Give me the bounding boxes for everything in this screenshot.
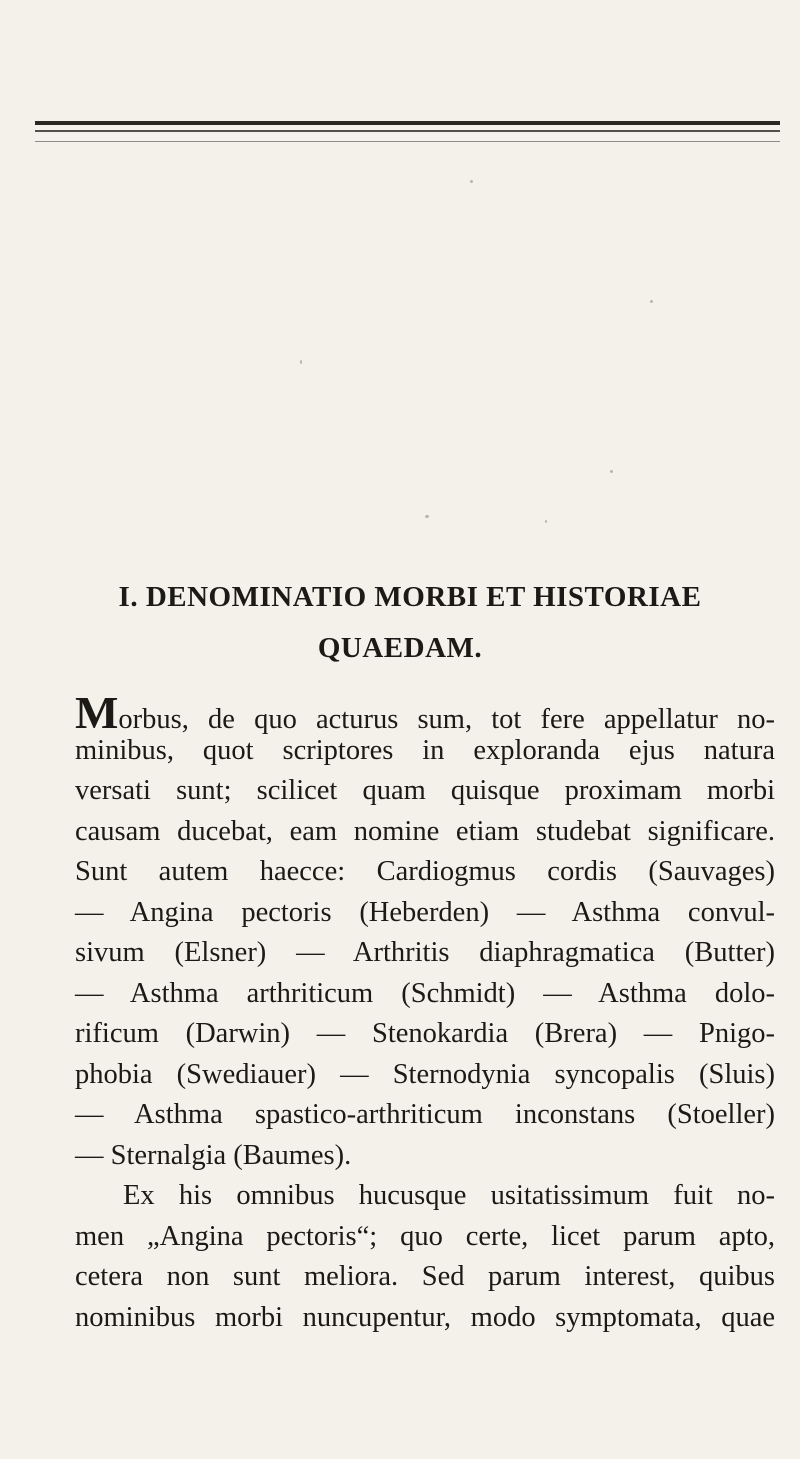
body-paragraphs <box>75 687 775 1338</box>
text-line-12: — Sternalgia (Baumes). <box>75 1139 352 1171</box>
text-line-15: cetera non sunt meliora. Sed parum interest, quibus <box>75 1261 775 1292</box>
drop-cap: M <box>75 687 119 738</box>
text-line-10: phobia (Swediauer) — Sternodynia syncopalis (Sluis) <box>75 1058 775 1090</box>
text-line-3: versati sunt; scilicet quam quisque proximam morbi <box>75 775 775 806</box>
paper-speck <box>300 360 302 364</box>
paper-speck <box>425 515 429 518</box>
text-line-7: sivum (Elsner) — Arthritis diaphragmatica (Butter) <box>75 937 775 968</box>
text-line-8: — Asthma arthriticum (Schmidt) — Asthma dolo- <box>75 977 775 1009</box>
text-line-9: rificum (Darwin) — Stenokardia (Brera) — Pnigo- <box>75 1018 775 1049</box>
paper-speck <box>650 300 653 303</box>
text-line-1: Morbus, de quo acturus sum, tot fere appellatur no- <box>75 687 775 738</box>
text-line-11: — Asthma spastico-arthriticum inconstans (Stoeller) <box>75 1099 775 1130</box>
paper-speck <box>545 520 547 523</box>
section-heading-continued: QUAEDAM. <box>317 632 483 664</box>
text-line-13: Ex his omnibus hucusque usitatissimum fuit no- <box>123 1180 775 1211</box>
section-heading: I. DENOMINATIO MORBI ET HISTORIAE <box>118 581 702 613</box>
paper-speck <box>610 470 613 473</box>
text-line-16: nominibus morbi nuncupentur, modo symptomata, quae <box>75 1301 775 1333</box>
top-rule <box>35 121 780 125</box>
top-rule-secondary <box>35 130 780 132</box>
text-line-5: Sunt autem haecce: Cardiogmus cordis (Sauvages) <box>75 856 775 887</box>
text-line-4: causam ducebat, eam nomine etiam studebat significare. <box>75 815 775 847</box>
top-rule-faint <box>35 141 780 142</box>
text-line-6: — Angina pectoris (Heberden) — Asthma convul- <box>75 896 775 928</box>
text-line-14: men „Angina pectoris“; quo certe, licet parum apto, <box>75 1220 775 1252</box>
paper-speck <box>470 180 473 183</box>
text-line-2: minibus, quot scriptores in exploranda ejus natura <box>75 734 775 766</box>
